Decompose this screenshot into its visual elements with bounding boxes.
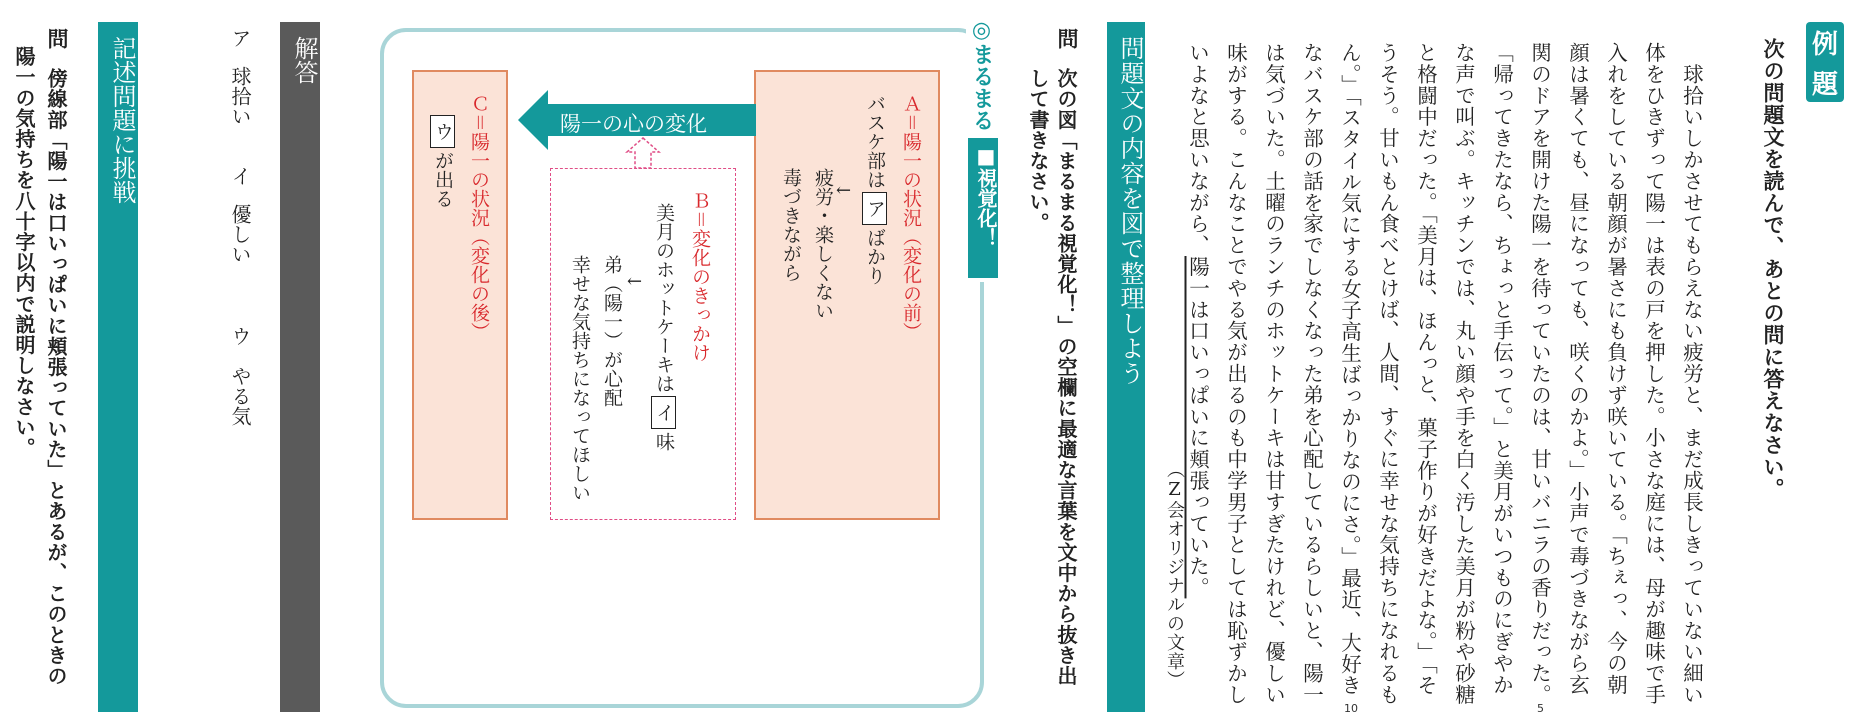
diagram-badge-circles: ◎まるまる <box>969 18 994 131</box>
passage-line-last <box>1187 42 1208 598</box>
passage-line: 顔は暑くても、昼になっても、咲くのかよ。」小声で毒づきながら玄 <box>1565 42 1590 696</box>
answers-bar <box>280 22 320 712</box>
answer-i-value: 優しい <box>228 204 252 264</box>
section-bar-diagram <box>1107 22 1145 712</box>
box-b-line1-pre: 美月のホットケーキは <box>653 203 675 393</box>
passage-line: な声で叫ぶ。キッチンでは、丸い顔や手を白く汚した美月が粉や砂糖 <box>1451 42 1476 706</box>
line-number-5: 5 <box>1537 702 1544 715</box>
passage-line: なバスケ部の話を家でしなくなった弟を心配しているらしいと、陽一 <box>1299 42 1324 706</box>
underlined-phrase: 陽一は口いっぱいに頬張っていた。 <box>1185 256 1210 599</box>
box-a-line3: 毒づきながら <box>780 168 802 282</box>
question2-label: 問 <box>45 28 69 49</box>
answer-a-value: 球拾い <box>228 66 252 126</box>
blank-a: ア <box>862 192 887 225</box>
box-b-title: Ｂ＝変化のきっかけ <box>689 191 711 362</box>
box-a-line1-pre: バスケ部は <box>864 94 886 189</box>
box-a <box>754 70 940 520</box>
box-c-line1 <box>430 112 455 208</box>
passage-line-start: いよなと思いながら、 <box>1185 42 1210 256</box>
example-badge-top: 例 <box>1811 29 1838 60</box>
question2-text-2: 陽一の気持ちを八十字以内で説明しなさい。 <box>12 46 36 458</box>
box-a-title: Ａ＝陽一の状況（変化の前） <box>900 94 922 341</box>
diagram-badge-label: ■視覚化！ <box>974 144 998 248</box>
answer-u-value: やる気 <box>228 366 252 426</box>
answer-i-label: イ <box>228 166 252 186</box>
instruction-text: 次の問題文を読んで、あとの問に答えなさい。 <box>1761 38 1785 500</box>
box-b-arrow: ← <box>627 271 643 292</box>
section-bar-written <box>98 22 138 712</box>
question1-text-1: 次の図「まるまる視覚化！」の空欄に最適な言葉を文中から抜き出 <box>1054 68 1078 686</box>
diagram-badge <box>966 14 1000 282</box>
passage-line: 体をひきずって陽一は表の戸を押した。小さな庭には、母が趣味で手 <box>1641 42 1666 706</box>
blank-u: ウ <box>430 115 455 148</box>
line-number-10: 10 <box>1344 702 1358 715</box>
source-note: （Z会オリジナルの文章） <box>1164 460 1185 690</box>
question2-text-1: 傍線部「陽一は口いっぱいに頬張っていた」とあるが、このときの <box>44 68 68 686</box>
section-title-written: 記述問題に挑戦 <box>108 36 136 204</box>
question1-label: 問 <box>1055 28 1079 49</box>
box-c <box>412 70 508 520</box>
box-c-title: Ｃ＝陽一の状況（変化の後） <box>468 94 490 341</box>
answer-u-label: ウ <box>228 326 252 346</box>
box-b-line1 <box>651 203 676 451</box>
passage-line: 「帰ってきたなら、ちょっと手伝って。」と美月がいつものにぎやか <box>1489 42 1514 696</box>
diagram-badge-tag <box>968 138 998 278</box>
passage-line: 関のドアを開けた陽一を待っていたのは、甘いバニラの香りだった。 <box>1527 42 1552 706</box>
change-label: 陽一の心の変化 <box>560 112 707 136</box>
box-b-line2: 弟（陽一）が心配 <box>601 255 623 407</box>
box-a-line1 <box>862 94 887 285</box>
question1-text-2: して書きなさい。 <box>1026 68 1050 233</box>
box-b-line3: 幸せな気持ちになってほしい <box>569 255 591 502</box>
box-b <box>550 168 736 520</box>
section-title-diagram: 問題文の内容を図で整理しよう <box>1116 36 1144 386</box>
answer-a-label: ア <box>228 28 252 48</box>
passage-line: 球拾いしかさせてもらえない疲労と、まだ成長しきっていない細い <box>1679 42 1704 706</box>
box-b-line1-post: 味 <box>653 432 675 451</box>
passage-line: は気づいた。土曜のランチのホットケーキは甘すぎたけれど、優しい <box>1261 42 1286 706</box>
box-c-line1-post: が出る <box>432 151 454 208</box>
passage-line: 入れをしている朝顔が暑さにも負けず咲いている。「ちぇっ、今の朝 <box>1603 42 1628 696</box>
box-a-line2: 疲労・楽しくない <box>812 168 834 320</box>
answers-title: 解答 <box>290 36 318 84</box>
passage-line: と格闘中だった。「美月は、ほんっと、菓子作りが好きだよな。」「そ <box>1413 42 1438 697</box>
example-badge-bottom: 題 <box>1811 69 1838 100</box>
box-a-line1-post: ばかり <box>864 228 886 285</box>
blank-i: イ <box>651 396 676 429</box>
passage-line: ん。」「スタイル気にする女子高生ばっかりなのにさ。」最近、大好き <box>1337 42 1362 697</box>
passage-line: 味がする。こんなことでやる気が出るのも中学男子としては恥ずかし <box>1223 42 1248 706</box>
passage-line: うそう。甘いもん食べとけば、人間、すぐに幸せな気持ちになれるも <box>1375 42 1400 706</box>
box-a-arrow: ← <box>836 180 852 201</box>
